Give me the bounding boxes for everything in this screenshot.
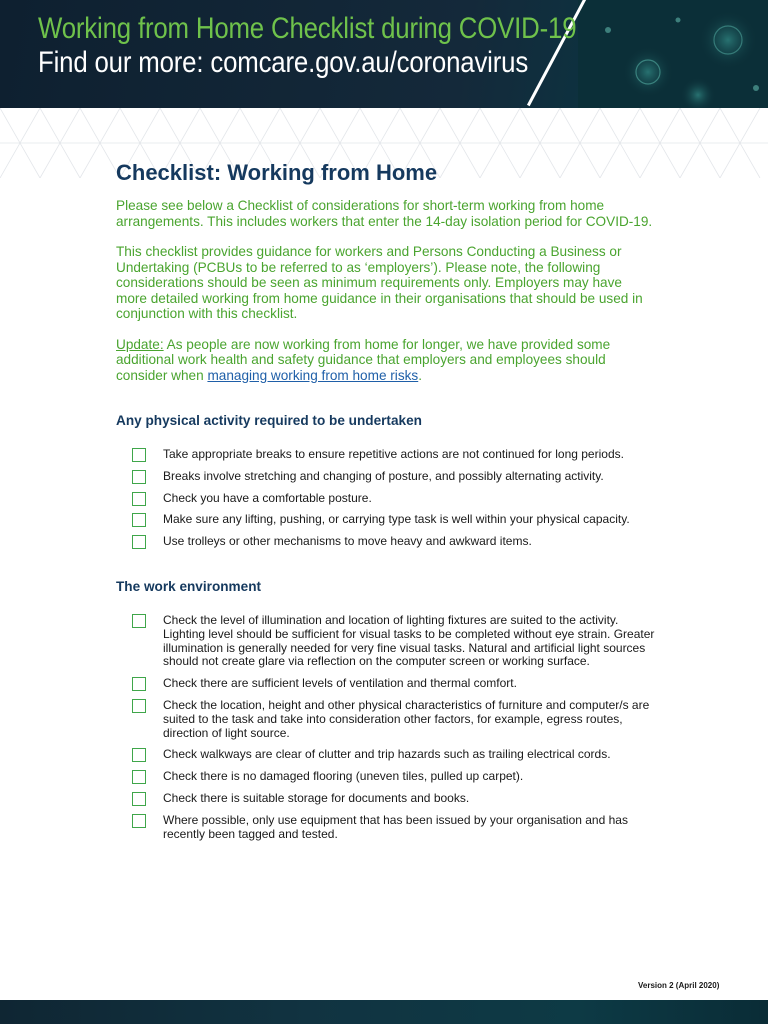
checklist-item-text: Check there is no damaged flooring (uneven tiles, pulled up carpet). — [163, 769, 524, 784]
footer-band — [0, 1000, 768, 1024]
update-text: As people are now working from home for longer, we have provided some additional work health and safety guidance that employers and employees should consider when — [116, 336, 611, 383]
checkbox[interactable] — [132, 770, 146, 784]
intro-paragraph-2: This checklist provides guidance for workers and Persons Conducting a Business or Undertaking (PCBUs to be referred to as ‘employers’). Please note, the following considerations should be seen as minimum requirements only. Employers may have more detailed working from home guidance in their organisations that should be used in conjunction with this checklist. — [116, 244, 643, 321]
update-paragraph — [116, 337, 656, 384]
checklist-item-text: Check walkways are clear of clutter and trip hazards such as trailing electrical cords. — [163, 747, 611, 762]
checklist-item-text: Check you have a comfortable posture. — [163, 490, 372, 505]
checklist-item — [116, 748, 656, 762]
physical-activity-checklist — [116, 448, 656, 549]
checkbox[interactable] — [132, 470, 146, 484]
checklist-item — [116, 677, 656, 691]
checkbox[interactable] — [132, 535, 146, 549]
checkbox[interactable] — [132, 614, 146, 628]
checkbox[interactable] — [132, 448, 146, 462]
checklist-item-text: Make sure any lifting, pushing, or carrying type task is well within your physical capacity. — [163, 512, 630, 527]
checklist-item-text: Breaks involve stretching and changing of posture, and possibly alternating activity. — [163, 468, 604, 483]
version-label: Version 2 (April 2020) — [638, 981, 720, 990]
checklist-item-text: Use trolleys or other mechanisms to move heavy and awkward items. — [163, 534, 532, 549]
checklist-item — [116, 614, 656, 669]
checklist-item — [116, 699, 656, 740]
page-title: Checklist: Working from Home — [116, 160, 438, 185]
managing-risks-link[interactable]: managing working from home risks — [207, 367, 419, 383]
checkbox[interactable] — [132, 513, 146, 527]
checkbox[interactable] — [132, 699, 146, 713]
checklist-item-text: Take appropriate breaks to ensure repetitive actions are not continued for long periods. — [163, 447, 624, 461]
update-end: . — [418, 367, 423, 383]
checklist-item-text: Check the location, height and other physical characteristics of furniture and computer/s are suited to the task and take into consideration other factors, for example, egress routes, direction of light source. — [163, 697, 650, 740]
checkbox[interactable] — [132, 677, 146, 691]
checklist-item — [116, 470, 656, 484]
checklist-item — [116, 448, 656, 462]
checklist-item — [116, 792, 656, 806]
section-heading-physical-activity: Any physical activity required to be undertaken — [116, 413, 422, 428]
checklist-item — [116, 513, 656, 527]
header-banner — [0, 0, 768, 108]
checklist-item-text: Check the level of illumination and location of lighting fixtures are suited to the activity. Lighting level should be sufficient for visual tasks to be completed without eye strain. Greater illumination is generally needed for very fine visual tasks. Natural and artificial light sources should not create glare via reflection on the computer screen or working surface. — [163, 612, 655, 669]
checklist-item-text: Check there are sufficient levels of ventilation and thermal comfort. — [163, 676, 517, 691]
checklist-item — [116, 814, 656, 842]
update-label: Update: — [116, 336, 164, 352]
checkbox[interactable] — [132, 748, 146, 762]
checklist-item-text: Where possible, only use equipment that has been issued by your organisation and has recently been tagged and tested. — [163, 812, 628, 841]
section-heading-work-environment: The work environment — [116, 578, 262, 594]
checklist-item — [116, 770, 656, 784]
checklist-item — [116, 492, 656, 506]
header-subtitle: Find our more: comcare.gov.au/coronavirus — [38, 46, 529, 79]
intro-paragraph-1: Please see below a Checklist of considerations for short-term working from home arrangements. This includes workers that enter the 14-day isolation period for COVID-19. — [116, 198, 653, 229]
virus-illustration — [578, 0, 768, 108]
checkbox[interactable] — [132, 492, 146, 506]
checkbox[interactable] — [132, 814, 146, 828]
document-body — [116, 160, 656, 849]
checkbox[interactable] — [132, 792, 146, 806]
checklist-item — [116, 535, 656, 549]
checklist-item-text: Check there is suitable storage for documents and books. — [163, 790, 470, 805]
header-title: Working from Home Checklist during COVID-19 — [38, 12, 577, 45]
work-environment-checklist — [116, 614, 656, 841]
